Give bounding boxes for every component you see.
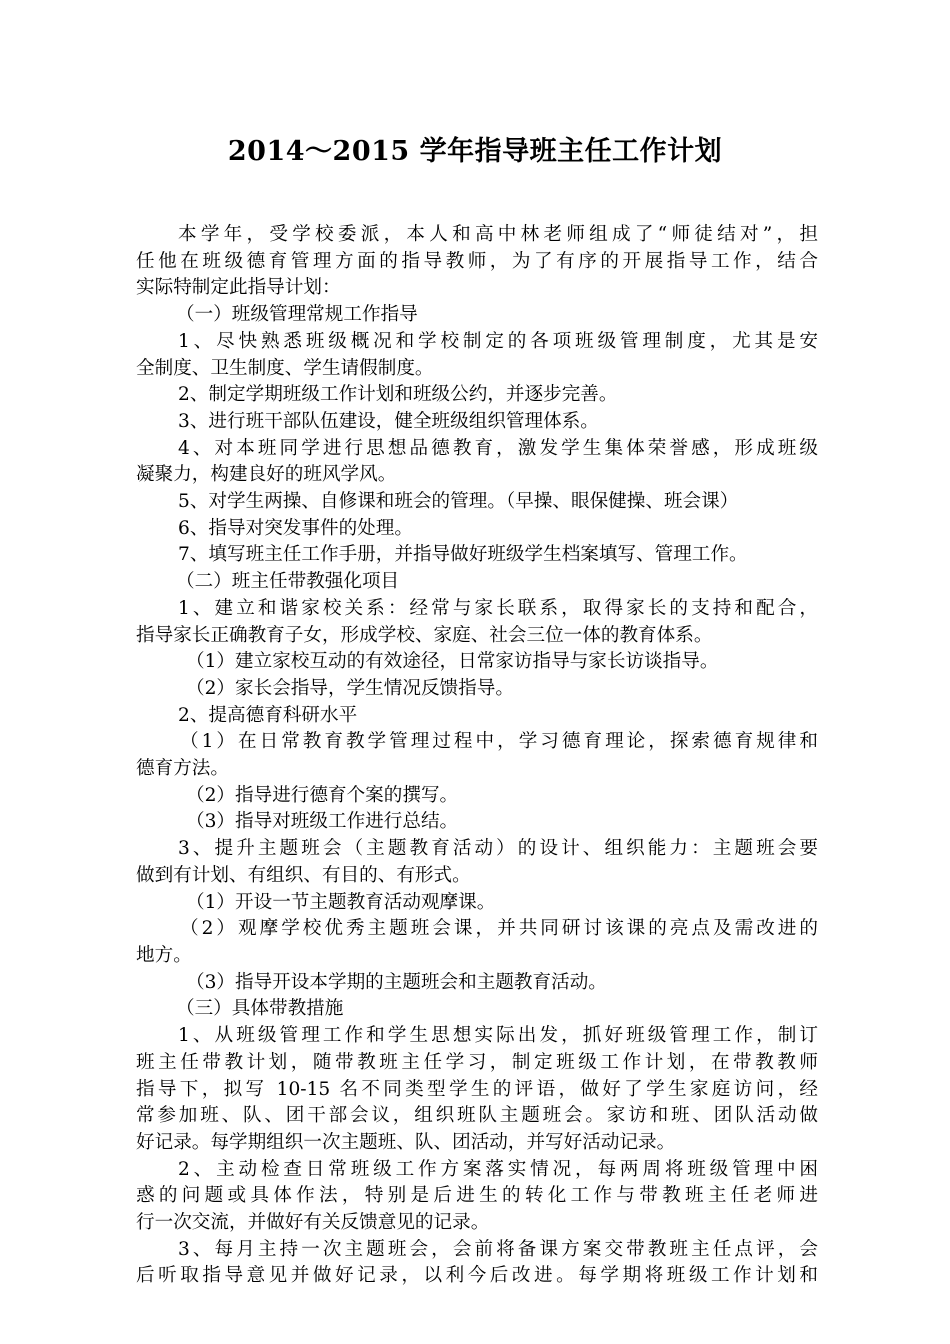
paragraph-line: 任他在班级德育管理方面的指导教师，为了有序的开展指导工作，结合 <box>136 250 818 272</box>
paragraph-line: （1）在日常教育教学管理过程中，学习德育理论，探索德育规律和 <box>180 731 818 753</box>
paragraph-line: 指导家长正确教育子女，形成学校、家庭、社会三位一体的教育体系。 <box>136 624 713 646</box>
document-title: 2014～2015 学年指导班主任工作计划 <box>227 136 723 167</box>
section-heading: （三）具体带教措施 <box>176 998 344 1020</box>
paragraph-line: 2、制定学期班级工作计划和班级公约，并逐步完善。 <box>178 384 618 406</box>
paragraph-line: （2）家长会指导，学生情况反馈指导。 <box>186 677 514 699</box>
paragraph-line: 凝聚力，构建良好的班风学风。 <box>136 464 397 486</box>
paragraph-line: 全制度、卫生制度、学生请假制度。 <box>136 357 434 379</box>
paragraph-line: 3、每月主持一次主题班会，会前将备课方案交带教班主任点评，会 <box>178 1238 818 1260</box>
paragraph-line: 实际特制定此指导计划： <box>136 277 341 299</box>
paragraph-line: 3、进行班干部队伍建设，健全班级组织管理体系。 <box>178 410 599 432</box>
paragraph-line: 德育方法。 <box>136 758 229 780</box>
paragraph-line: （3）指导对班级工作进行总结。 <box>186 811 459 833</box>
paragraph-line: 7、填写班主任工作手册，并指导做好班级学生档案填写、管理工作。 <box>178 544 748 566</box>
paragraph-line: 1、建立和谐家校关系：经常与家长联系，取得家长的支持和配合， <box>178 597 818 619</box>
section-heading: （二）班主任带教强化项目 <box>176 571 400 593</box>
paragraph-line: 地方。 <box>136 944 192 966</box>
paragraph-line: 2、主动检查日常班级工作方案落实情况，每两周将班级管理中困 <box>178 1158 818 1180</box>
paragraph-line: 好记录。每学期组织一次主题班、队、团活动，并写好活动记录。 <box>136 1131 676 1153</box>
paragraph-line: 后听取指导意见并做好记录，以利今后改进。每学期将班级工作计划和 <box>136 1265 818 1287</box>
paragraph-line: （1）建立家校互动的有效途径，日常家访指导与家长访谈指导。 <box>186 651 719 673</box>
paragraph-line: （2）观摩学校优秀主题班会课，并共同研讨该课的亮点及需改进的 <box>180 918 818 940</box>
paragraph-line: 指导下，拟写 10-15 名不同类型学生的评语，做好了学生家庭访问，经 <box>136 1078 818 1100</box>
paragraph-line: 3、提升主题班会（主题教育活动）的设计、组织能力：主题班会要 <box>178 838 818 860</box>
paragraph-line: 4、对本班同学进行思想品德教育，激发学生集体荣誉感，形成班级 <box>178 437 818 459</box>
paragraph-line: 本学年，受学校委派，本人和高中林老师组成了“师徒结对”，担 <box>178 224 818 245</box>
paragraph-line: 1、从班级管理工作和学生思想实际出发，抓好班级管理工作，制订 <box>178 1025 818 1047</box>
paragraph-line: 5、对学生两操、自修课和班会的管理。（早操、眼保健操、班会课） <box>178 491 739 513</box>
paragraph-line: 2、提高德育科研水平 <box>178 704 358 726</box>
paragraph-line: 6、指导对突发事件的处理。 <box>178 517 413 539</box>
section-heading: （一）班级管理常规工作指导 <box>176 304 418 326</box>
paragraph-line: 行一次交流，并做好有关反馈意见的记录。 <box>136 1212 490 1234</box>
paragraph-line: （2）指导进行德育个案的撰写。 <box>186 784 459 806</box>
paragraph-line: 惑的问题或具体作法，特别是后进生的转化工作与带教班主任老师进 <box>136 1185 818 1207</box>
paragraph-line: 做到有计划、有组织、有目的、有形式。 <box>136 864 471 886</box>
paragraph-line: （3）指导开设本学期的主题班会和主题教育活动。 <box>186 971 607 993</box>
paragraph-line: （1）开设一节主题教育活动观摩课。 <box>186 891 496 913</box>
document-body <box>136 222 818 1290</box>
paragraph-line: 1、尽快熟悉班级概况和学校制定的各项班级管理制度，尤其是安 <box>178 330 818 352</box>
paragraph-line: 班主任带教计划，随带教班主任学习，制定班级工作计划，在带教教师 <box>136 1051 818 1073</box>
paragraph-line: 常参加班、队、团干部会议，组织班队主题班会。家访和班、团队活动做 <box>136 1105 818 1127</box>
